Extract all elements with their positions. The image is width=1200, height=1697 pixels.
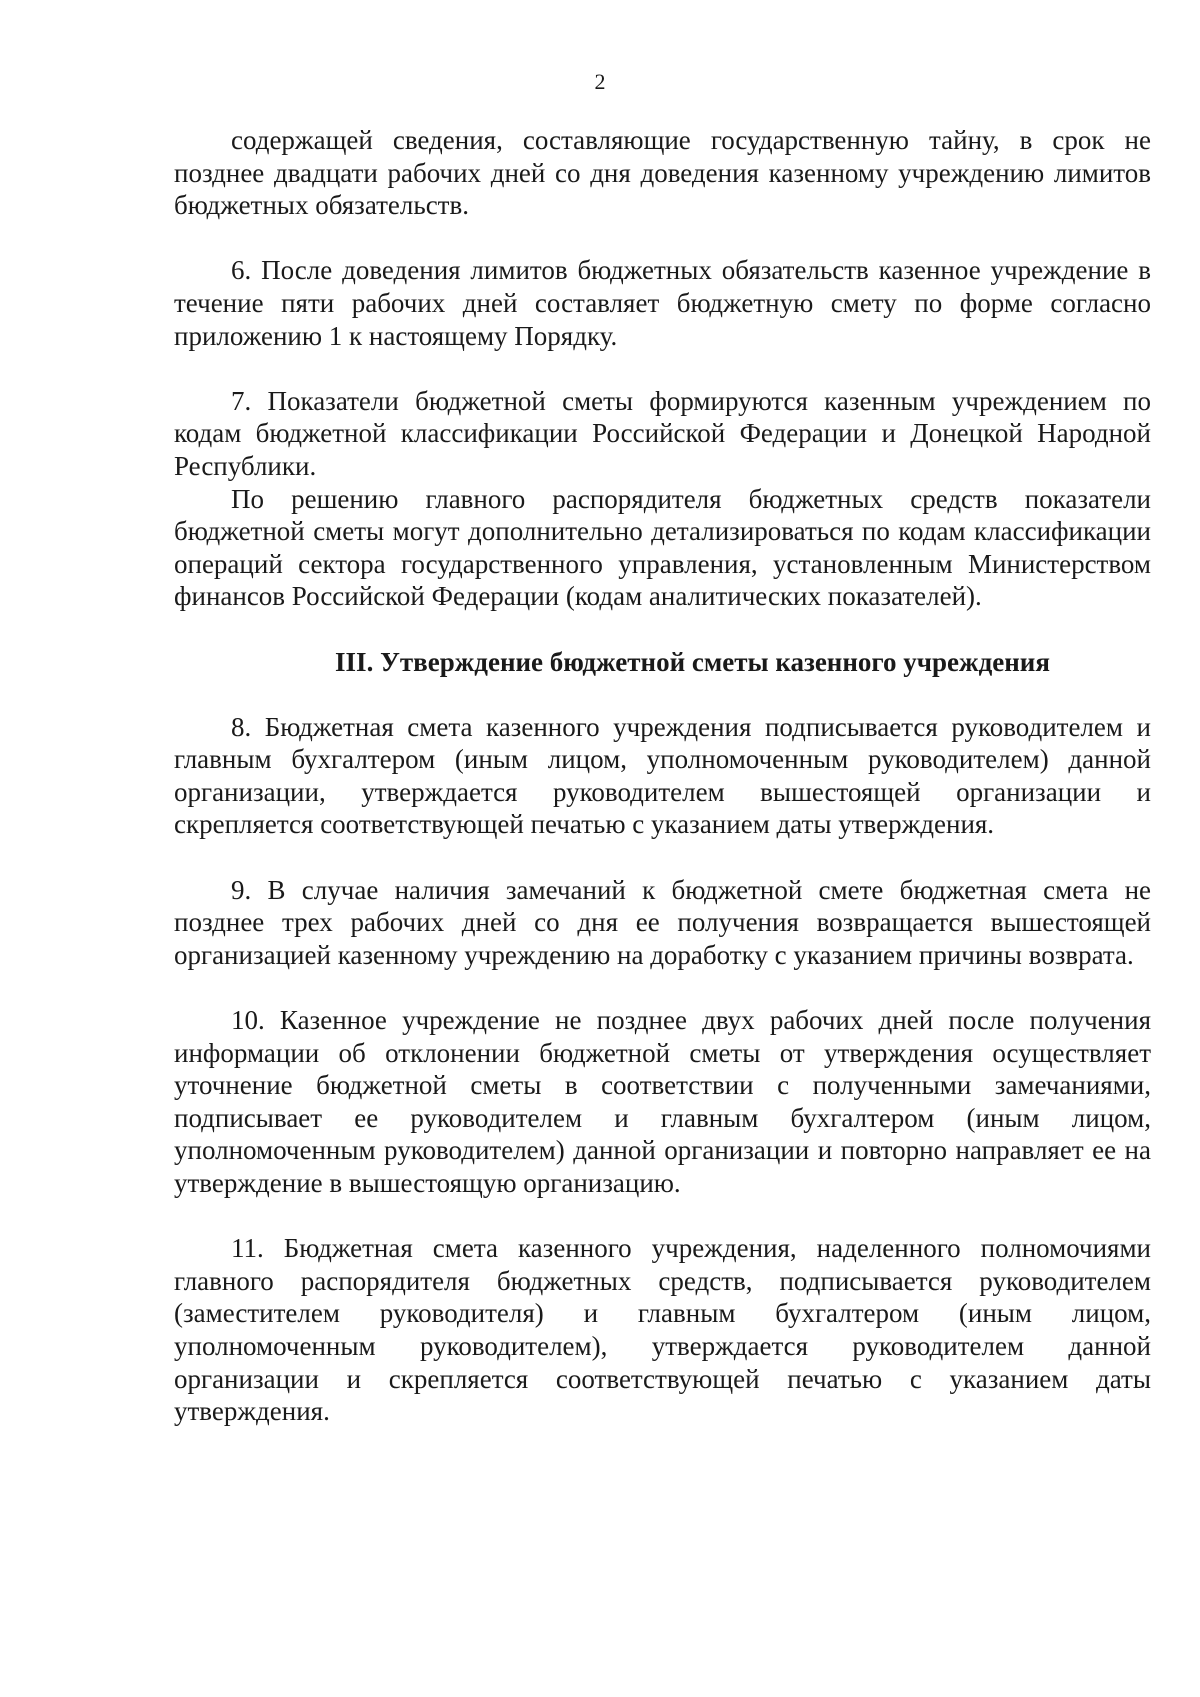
paragraph-8: 8. Бюджетная смета казенного учреждения подписывается руководителем и главным бухгалтером (иным лицом, уполномоченным руководителем) данной организации, утверждается руководителем вышестоящей организации и скрепляется соответствующей печатью с указанием даты утверждения. — [174, 711, 1151, 840]
paragraph-7: 7. Показатели бюджетной сметы формируются казенным учреждением по кодам бюджетной классификации Российской Федерации и Донецкой Народной Республики. — [174, 385, 1151, 481]
document-body — [174, 124, 1151, 1428]
paragraph-continuation: содержащей сведения, составляющие государственную тайну, в срок не позднее двадцати рабочих дней со дня доведения казенному учреждению лимитов бюджетных обязательств. — [174, 125, 1151, 221]
section-heading: III. Утверждение бюджетной сметы казенного учреждения — [335, 646, 1050, 677]
paragraph-10: 10. Казенное учреждение не позднее двух рабочих дней после получения информации об отклонении бюджетной сметы от утверждения осуществляет уточнение бюджетной сметы в соответствии с полученными замечаниями, подписывает ее руководителем и главным бухгалтером (иным лицом, уполномоченным руководителем) данной организации и повторно направляет ее на утверждение в вышестоящую организацию. — [174, 1005, 1151, 1198]
paragraph-6: 6. После доведения лимитов бюджетных обязательств казенное учреждение в течение пяти рабочих дней составляет бюджетную смету по форме согласно приложению 1 к настоящему Порядку. — [174, 255, 1151, 351]
paragraph-11: 11. Бюджетная смета казенного учреждения, наделенного полномочиями главного распорядителя бюджетных средств, подписывается руководителем (заместителем руководителя) и главным бухгалтером (иным лицом, уполномоченным руководителем), утверждается руководителем данной организации и скрепляется соответствующей печатью с указанием даты утверждения. — [174, 1233, 1151, 1427]
paragraph-7-continued: По решению главного распорядителя бюджетных средств показатели бюджетной сметы могут дополнительно детализироваться по кодам классификации операций сектора государственного управления, установленным Министерством финансов Российской Федерации (кодам аналитических показателей). — [174, 483, 1151, 612]
page-number: 2 — [594, 69, 606, 94]
paragraph-9: 9. В случае наличия замечаний к бюджетной смете бюджетная смета не позднее трех рабочих дней со дня ее получения возвращается вышестоящей организацией казенному учреждению на доработку с указанием причины возврата. — [174, 874, 1151, 970]
